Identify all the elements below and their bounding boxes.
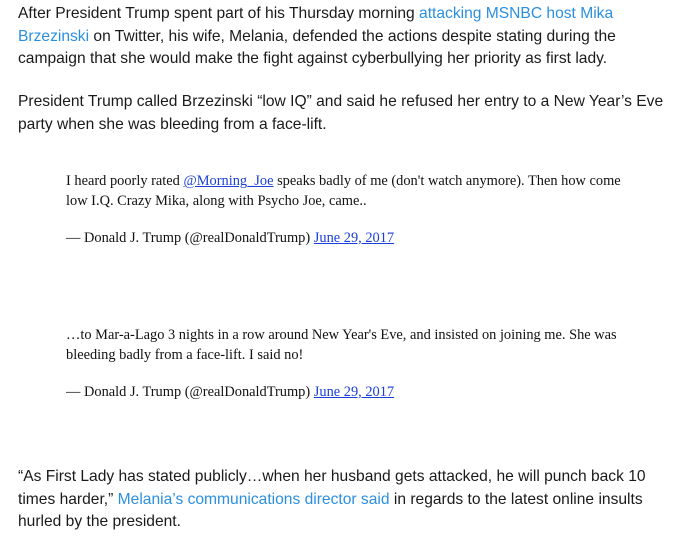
tweet-2-author: — Donald J. Trump (@realDonaldTrump) — [66, 384, 314, 400]
tweet-1-attribution — [66, 229, 636, 249]
embedded-tweet-2 — [66, 326, 636, 403]
tweet-1-author: — Donald J. Trump (@realDonaldTrump) — [66, 230, 314, 246]
paragraph-low-iq — [18, 91, 668, 136]
paragraph-intro — [18, 3, 668, 71]
communications-director-link[interactable]: Melania’s communications director said — [117, 490, 390, 508]
paragraph-statement-text-before: “As First Lady has stated publicly…when her husband gets attacked, he will punch back 10 times harder,” — [18, 468, 646, 508]
morning-joe-mention-link[interactable]: @Morning_Joe — [183, 173, 274, 189]
paragraph-statement-text-after: in regards to the latest online insults hurled by the president. — [18, 490, 643, 530]
tweet-2-attribution — [66, 383, 636, 403]
attacking-msnbc-link[interactable]: attacking MSNBC host Mika Brzezinski — [18, 5, 614, 45]
tweet-2-date-link[interactable]: June 29, 2017 — [313, 384, 395, 400]
paragraph-first-lady-statement — [18, 466, 668, 534]
embedded-tweet-1 — [66, 172, 636, 249]
tweet-1-date-link[interactable]: June 29, 2017 — [313, 230, 395, 246]
paragraph-intro-text-before: After President Trump spent part of his Thursday morning — [18, 5, 420, 22]
paragraph-low-iq-text: President Trump called Brzezinski “low IQ” and said he refused her entry to a New Year’s Eve party when she was bleeding from a face-lift. — [18, 93, 664, 133]
tweet-1-body — [66, 172, 636, 211]
paragraph-intro-text-after: on Twitter, his wife, Melania, defended the actions despite stating during the campaign that she would make the fight against cyberbullying her priority as first lady. — [18, 27, 616, 67]
tweet-1-text-after: speaks badly of me (don't watch anymore). Then how come low I.Q. Crazy Mika, along with Psycho Joe, came.. — [66, 173, 621, 209]
tweet-2-body: …to Mar-a-Lago 3 nights in a row around New Year's Eve, and insisted on joining me. She was bleeding badly from a face-lift. I said no! — [66, 327, 617, 363]
tweet-1-text-before: I heard poorly rated — [66, 173, 184, 189]
